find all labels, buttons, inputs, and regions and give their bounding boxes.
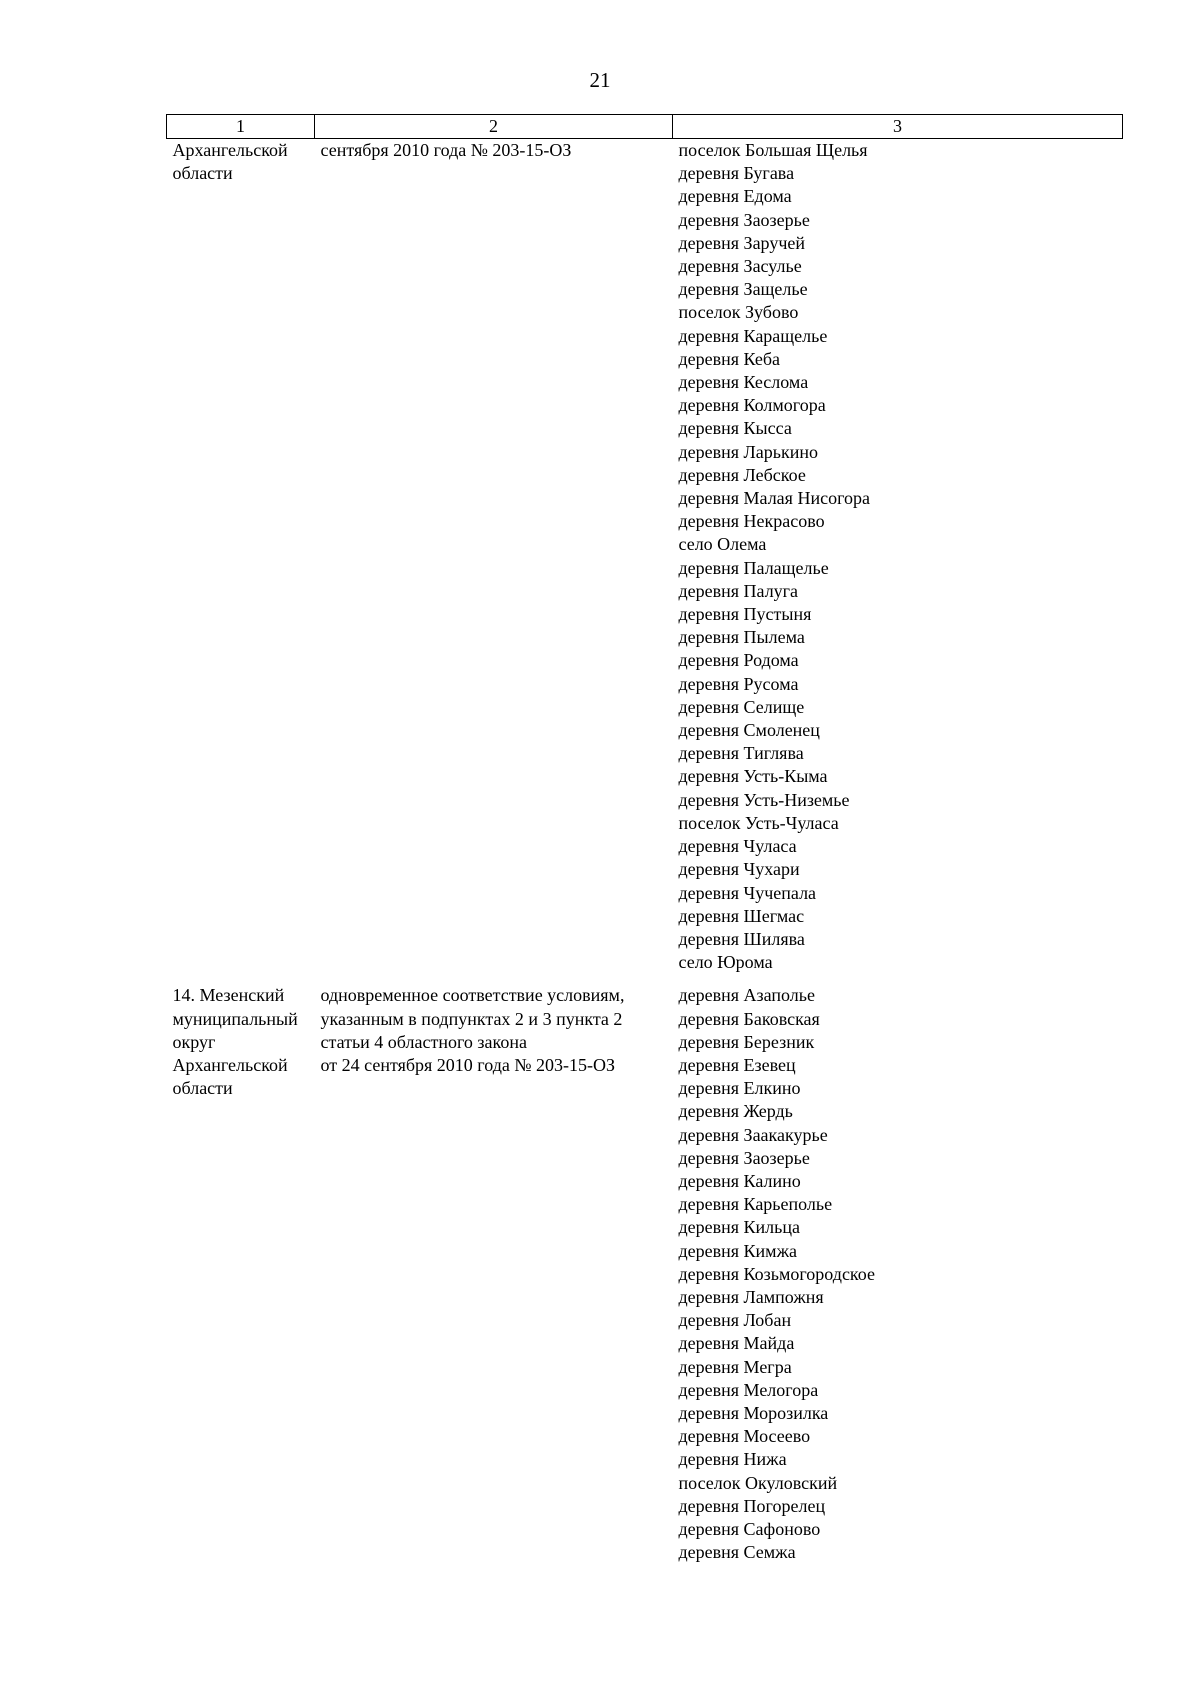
settlement-item: деревня Лебское <box>678 464 806 485</box>
cell-text-line: Архангельской <box>172 140 288 160</box>
cell-text-line: сентября 2010 года № 203-15-ОЗ <box>320 140 572 160</box>
settlement-item: деревня Заозерье <box>678 209 810 230</box>
settlement-item: деревня Защелье <box>678 279 808 300</box>
settlement-item: деревня Палащелье <box>678 557 829 578</box>
cell-text-line: Архангельской <box>172 1054 288 1075</box>
cell-text-line: округ <box>172 1031 216 1052</box>
settlement-item: деревня Лобан <box>678 1310 792 1331</box>
settlement-item: деревня Селище <box>678 696 805 717</box>
settlement-item: деревня Едома <box>678 186 792 207</box>
settlement-item: деревня Колмогора <box>678 395 826 416</box>
cell-text-line: одновременное соответствие условиям, <box>320 985 625 1006</box>
settlement-item: деревня Заакакурье <box>678 1124 828 1145</box>
settlement-item: деревня Мосеево <box>678 1426 811 1447</box>
settlement-item: деревня Мегра <box>678 1356 792 1377</box>
settlement-item: деревня Азаполье <box>678 985 815 1006</box>
settlement-item: деревня Усть-Низемье <box>678 789 850 810</box>
column-header-1: 1 <box>167 115 315 139</box>
settlement-item: деревня Сафоново <box>678 1518 821 1539</box>
cell-text-line: 14. Мезенский <box>172 985 285 1006</box>
settlement-item: деревня Чуласа <box>678 836 797 857</box>
settlement-item: деревня Палуга <box>678 580 799 601</box>
cell-text-line: статьи 4 областного закона <box>320 1031 527 1052</box>
settlement-item: деревня Ларькино <box>678 441 818 462</box>
settlement-item: поселок Усть-Чуласа <box>678 812 839 833</box>
settlement-item: деревня Семжа <box>678 1542 796 1563</box>
settlement-item: деревня Кеба <box>678 348 781 369</box>
settlement-item: деревня Лампожня <box>678 1286 824 1307</box>
settlement-item: деревня Баковская <box>678 1008 820 1029</box>
settlement-item: деревня Мелогора <box>678 1379 819 1400</box>
settlement-item: деревня Карьеполье <box>678 1194 833 1215</box>
settlement-item: деревня Погорелец <box>678 1495 826 1516</box>
settlement-item: деревня Некрасово <box>678 511 825 532</box>
settlement-item: деревня Езевец <box>678 1054 796 1075</box>
cell-text-line: от 24 сентября 2010 года № 203-15-ОЗ <box>320 1054 616 1075</box>
settlement-item: деревня Русома <box>678 673 799 694</box>
settlement-item: деревня Заручей <box>678 232 805 253</box>
settlement-item: деревня Калино <box>678 1170 801 1191</box>
settlement-item: деревня Заозерье <box>678 1147 810 1168</box>
settlement-item: деревня Кильца <box>678 1217 800 1238</box>
criteria-cell <box>315 974 673 1564</box>
settlement-item: деревня Чучепала <box>678 882 817 903</box>
settlement-item: деревня Малая Нисогора <box>678 488 870 509</box>
table-row <box>167 974 1123 1564</box>
table-row <box>167 139 1123 975</box>
settlement-item: деревня Шилява <box>678 928 805 949</box>
settlement-item: деревня Чухари <box>678 859 800 880</box>
settlement-item: деревня Усть-Кыма <box>678 766 828 787</box>
cell-text-line: муниципальный <box>172 1008 298 1029</box>
settlement-item: деревня Березник <box>678 1031 815 1052</box>
column-header-2: 2 <box>315 115 673 139</box>
settlement-item: деревня Пустыня <box>678 604 812 625</box>
settlement-item: деревня Нижа <box>678 1449 787 1470</box>
settlement-item: деревня Смоленец <box>678 720 820 741</box>
settlement-item: деревня Родома <box>678 650 799 671</box>
settlement-item: поселок Окуловский <box>678 1472 838 1493</box>
settlement-item: деревня Каращелье <box>678 325 828 346</box>
settlement-item: деревня Кимжа <box>678 1240 798 1261</box>
settlement-item: поселок Зубово <box>678 302 799 323</box>
settlement-item: деревня Елкино <box>678 1078 801 1099</box>
table-header-row <box>167 115 1123 139</box>
cell-text-line: области <box>172 163 233 184</box>
document-table <box>166 114 1123 1564</box>
cell-text-line: указанным в подпунктах 2 и 3 пункта 2 <box>320 1008 623 1029</box>
settlement-item: деревня Пылема <box>678 627 805 648</box>
criteria-cell <box>315 139 673 975</box>
settlements-cell <box>673 139 1123 975</box>
settlement-item: поселок Большая Щелья <box>678 140 868 160</box>
settlement-item: деревня Козьмогородское <box>678 1263 875 1284</box>
settlement-item: деревня Шегмас <box>678 905 805 926</box>
settlement-item: село Юрома <box>678 952 773 973</box>
settlement-item: деревня Кысса <box>678 418 792 439</box>
settlement-item: деревня Бугава <box>678 163 795 184</box>
municipality-cell <box>167 974 315 1564</box>
settlement-item: деревня Жердь <box>678 1101 793 1122</box>
settlement-item: деревня Морозилка <box>678 1402 829 1423</box>
column-header-3: 3 <box>673 115 1123 139</box>
settlement-item: деревня Засулье <box>678 256 802 277</box>
settlement-item: деревня Тиглява <box>678 743 804 764</box>
settlement-item: село Олема <box>678 534 767 555</box>
settlement-item: деревня Кеслома <box>678 372 809 393</box>
cell-text-line: области <box>172 1078 233 1099</box>
settlement-item: деревня Майда <box>678 1333 795 1354</box>
settlements-cell <box>673 974 1123 1564</box>
municipality-cell <box>167 139 315 975</box>
page-number: 21 <box>589 68 611 92</box>
